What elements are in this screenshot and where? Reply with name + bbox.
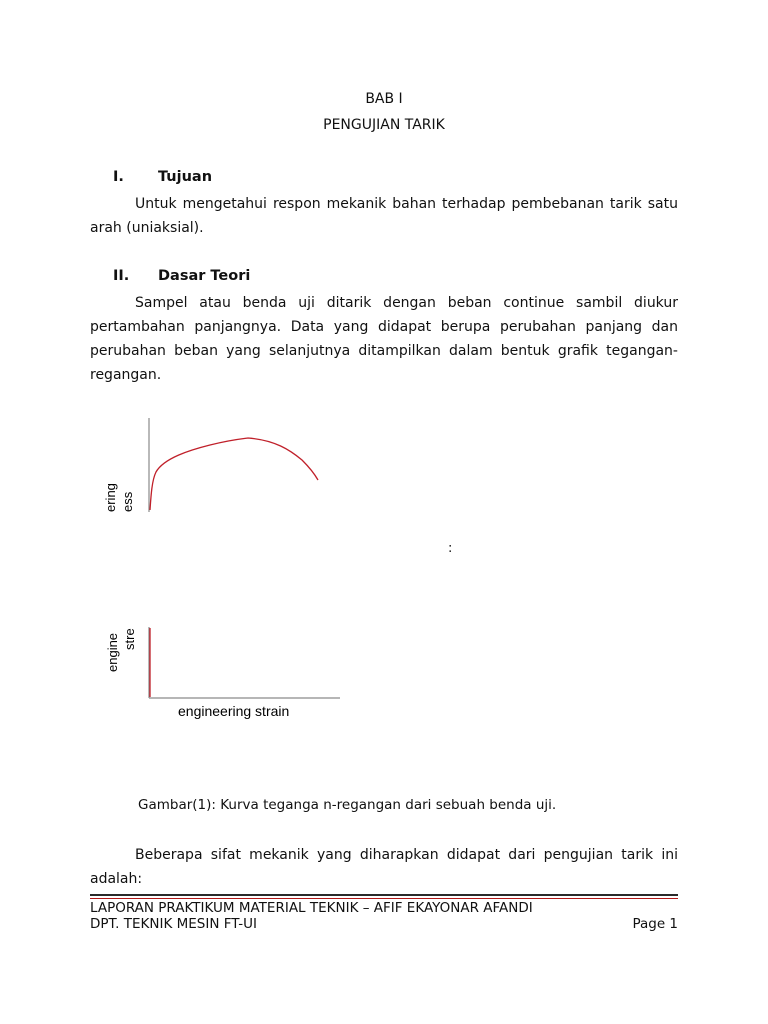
section-title: Dasar Teori bbox=[158, 268, 251, 284]
paragraph-line: arah (uniaksial). bbox=[90, 220, 204, 236]
footer-report-title: LAPORAN PRAKTIKUM MATERIAL TEKNIK – AFIF EKAYONAR AFANDI bbox=[90, 900, 533, 916]
chapter-heading: BAB I bbox=[365, 91, 403, 107]
paragraph-line: perubahan beban yang selanjutnya ditampilkan dalam bentuk grafik tegangan- bbox=[90, 343, 678, 359]
footer-rule bbox=[90, 894, 678, 896]
figure-caption: Gambar(1): Kurva teganga n-regangan dari sebuah benda uji. bbox=[138, 797, 557, 813]
lower-y-label-fragment: engine bbox=[105, 632, 120, 672]
page-number: Page 1 bbox=[632, 916, 678, 932]
paragraph-line: Untuk mengetahui respon mekanik bahan terhadap pembebanan tarik satu bbox=[135, 196, 678, 212]
section-paragraph bbox=[90, 291, 678, 387]
section-title: Tujuan bbox=[158, 169, 213, 185]
upper-y-label-fragment: ering bbox=[103, 483, 118, 512]
closing-paragraph bbox=[90, 843, 678, 891]
paragraph-line: adalah: bbox=[90, 871, 143, 887]
stress-strain-curve bbox=[150, 438, 318, 510]
footer-department: DPT. TEKNIK MESIN FT-UI bbox=[90, 916, 258, 932]
upper-y-label-fragment: ess bbox=[120, 491, 135, 512]
chapter-title: PENGUJIAN TARIK bbox=[323, 117, 445, 133]
paragraph-line: pertambahan panjangnya. Data yang didapat berupa perubahan panjang dan bbox=[90, 319, 678, 335]
paragraph-line: regangan. bbox=[90, 367, 162, 383]
stress-strain-figure bbox=[90, 410, 390, 730]
x-axis-label: engineering strain bbox=[178, 703, 290, 719]
stray-mark: : bbox=[448, 541, 453, 556]
section-number: II. bbox=[113, 268, 130, 284]
lower-y-label-fragment: stre bbox=[122, 628, 137, 650]
section-paragraph bbox=[90, 192, 678, 240]
footer-rule-accent bbox=[90, 898, 678, 899]
paragraph-line: Beberapa sifat mekanik yang diharapkan didapat dari pengujian tarik ini bbox=[135, 847, 678, 863]
paragraph-line: Sampel atau benda uji ditarik dengan beban continue sambil diukur bbox=[135, 295, 678, 311]
section-number: I. bbox=[113, 169, 124, 185]
